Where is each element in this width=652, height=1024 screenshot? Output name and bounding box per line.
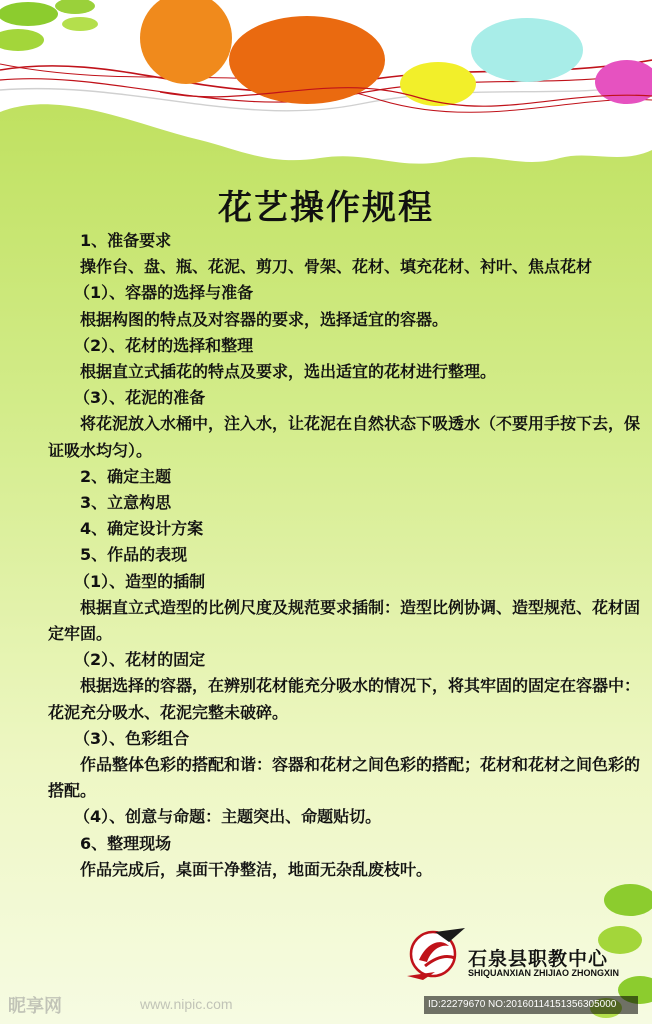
decor-circle <box>400 62 476 106</box>
section-heading: 5、作品的表现 <box>80 545 188 565</box>
body-paragraph: 根据构图的特点及对容器的要求，选择适宜的容器。 <box>80 309 449 329</box>
decor-circle <box>471 18 583 82</box>
section-heading: 1、准备要求 <box>80 231 172 250</box>
section-heading: （3）、色彩组合 <box>74 728 190 748</box>
section-heading: （2）、花材的选择和整理 <box>74 335 254 355</box>
section-heading: 4、确定设计方案 <box>80 519 204 539</box>
school-name-pinyin: SHIQUANXIAN ZHIJIAO ZHONGXIN <box>468 968 620 978</box>
body-paragraph: 根据直立式造型的比例尺度及规范要求插制：造型比例协调、造型规范、花材固定牢固。 <box>48 597 641 644</box>
section-heading: （1）、容器的选择与准备 <box>74 283 254 303</box>
image-id-bar: ID:22279670 NO:20160114151356305000 <box>424 996 638 1014</box>
page-title: 花艺操作规程 <box>218 188 434 228</box>
body-paragraph: 根据选择的容器，在辨别花材能充分吸水的情况下，将其牢固的固定在容器中：花泥充分吸水、花泥完整未破碎。 <box>48 676 641 722</box>
leaf-icon <box>0 2 58 26</box>
body-paragraph: 操作台、盘、瓶、花泥、剪刀、骨架、花材、填充花材、衬叶、焦点花材 <box>80 257 593 277</box>
watermark-site: 昵享网 <box>8 996 62 1017</box>
body-paragraph: 作品整体色彩的搭配和谐：容器和花材之间色彩的搭配；花材和花材之间色彩的搭配。 <box>48 755 641 801</box>
section-heading: （3）、花泥的准备 <box>74 388 206 408</box>
school-logo-icon <box>405 928 467 980</box>
leaf-icon <box>604 884 652 916</box>
section-heading: （1）、造型的插制 <box>74 571 206 591</box>
school-name: 石泉县职教中心 <box>468 948 609 970</box>
decor-circle <box>229 16 385 104</box>
section-heading: 2、确定主题 <box>80 466 172 486</box>
leaf-icon <box>62 17 98 31</box>
section-heading: （4）、创意与命题：主题突出、命题贴切。 <box>74 807 382 827</box>
section-heading: （2）、花材的固定 <box>74 650 206 670</box>
document-body <box>48 228 642 883</box>
body-paragraph: 将花泥放入水桶中，注入水，让花泥在自然状态下吸透水（不要用手按下去，保证吸水均匀）。 <box>48 414 641 460</box>
section-heading: 6、整理现场 <box>80 833 172 853</box>
body-paragraph: 根据直立式插花的特点及要求，选出适宜的花材进行整理。 <box>80 362 497 382</box>
decorative-header <box>0 0 652 200</box>
section-heading: 3、立意构思 <box>80 493 172 513</box>
watermark-url: www.nipic.com <box>140 996 233 1012</box>
body-paragraph: 作品完成后，桌面干净整洁，地面无杂乱废枝叶。 <box>80 859 433 879</box>
